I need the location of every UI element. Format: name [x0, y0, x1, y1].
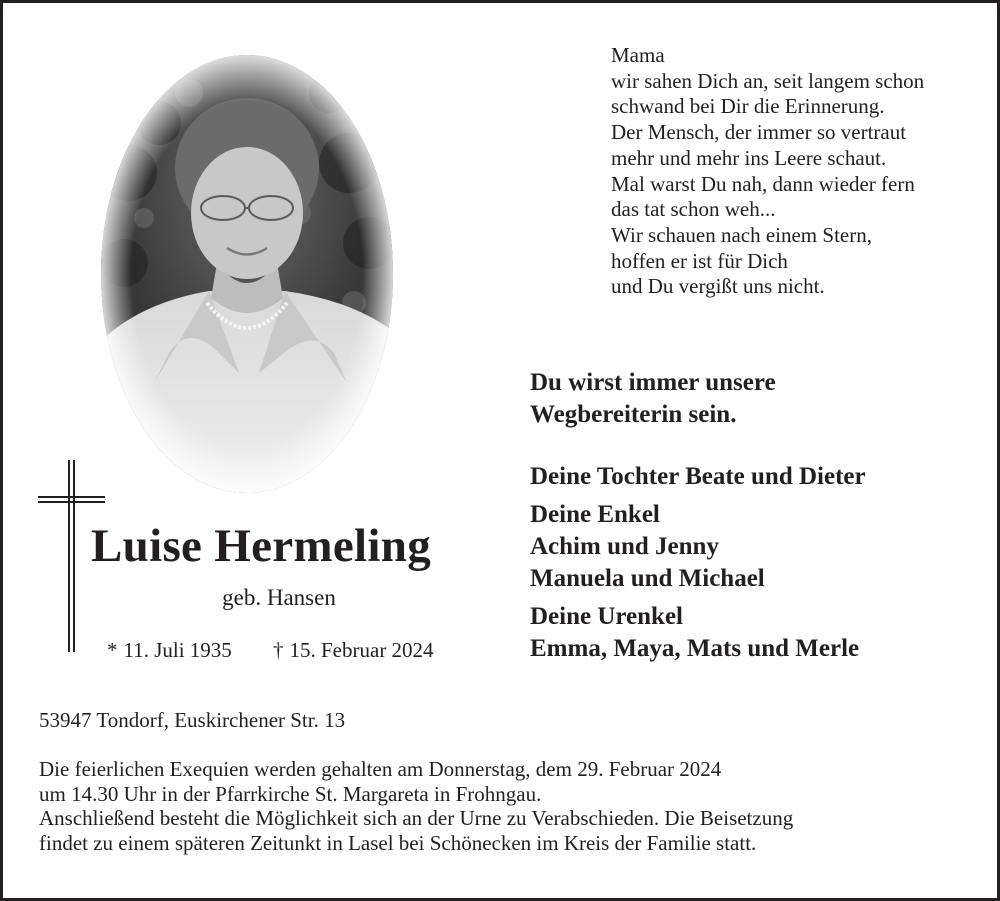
poem-line: Wir schauen nach einem Stern,: [611, 222, 872, 247]
family-daughter: Deine Tochter Beate und Dieter: [530, 463, 866, 490]
memorial-portrait: [99, 53, 395, 495]
poem-line: Mama: [611, 43, 665, 67]
address: 53947 Tondorf, Euskirchener Str. 13: [39, 708, 346, 732]
poem-line: wir sahen Dich an, seit langem schon: [611, 68, 925, 93]
service-info: [39, 757, 989, 855]
poem-line: Mal warst Du nah, dann wieder fern: [611, 171, 915, 196]
birth-date: 11. Juli 1935: [123, 638, 232, 662]
family-grandchildren-names: Achim und Jenny: [530, 533, 719, 560]
maiden-name: geb. Hansen: [222, 585, 336, 610]
family-great-grandchildren-heading: Deine Urenkel: [530, 603, 683, 630]
service-line: um 14.30 Uhr in der Pfarrkirche St. Margareta in Frohngau.: [39, 781, 542, 806]
poem-line: und Du vergißt uns nicht.: [611, 274, 825, 299]
poem-line: das tat schon weh...: [611, 197, 776, 222]
service-line: Die feierlichen Exequien werden gehalten am Donnerstag, dem 29. Februar 2024: [39, 757, 722, 781]
poem-line: hoffen er ist für Dich: [611, 248, 788, 273]
family-grandchildren-names: Manuela und Michael: [530, 565, 765, 592]
birth-symbol: *: [107, 638, 118, 662]
death-symbol: †: [273, 638, 284, 662]
death-date-line: [273, 638, 434, 663]
family-great-grandchildren-names: Emma, Maya, Mats und Merle: [530, 635, 860, 662]
family-grandchildren-heading: Deine Enkel: [530, 501, 660, 528]
tribute-line: Du wirst immer unsere: [530, 369, 776, 396]
service-line: findet zu einem späteren Zeitunkt in Lasel bei Schönecken im Kreis der Familie statt.: [39, 830, 757, 855]
poem-line: mehr und mehr ins Leere schaut.: [611, 145, 887, 170]
deceased-name: Luise Hermeling: [91, 520, 431, 572]
death-date: 15. Februar 2024: [289, 638, 434, 662]
poem-line: Der Mensch, der immer so vertraut: [611, 120, 907, 145]
birth-date-line: [107, 638, 232, 663]
tribute-line: Wegbereiterin sein.: [530, 401, 737, 428]
poem-line: schwand bei Dir die Erinnerung.: [611, 94, 885, 119]
service-line: Anschließend besteht die Möglichkeit sich an der Urne zu Verabschieden. Die Beisetzung: [39, 806, 794, 830]
poem: [611, 43, 981, 300]
